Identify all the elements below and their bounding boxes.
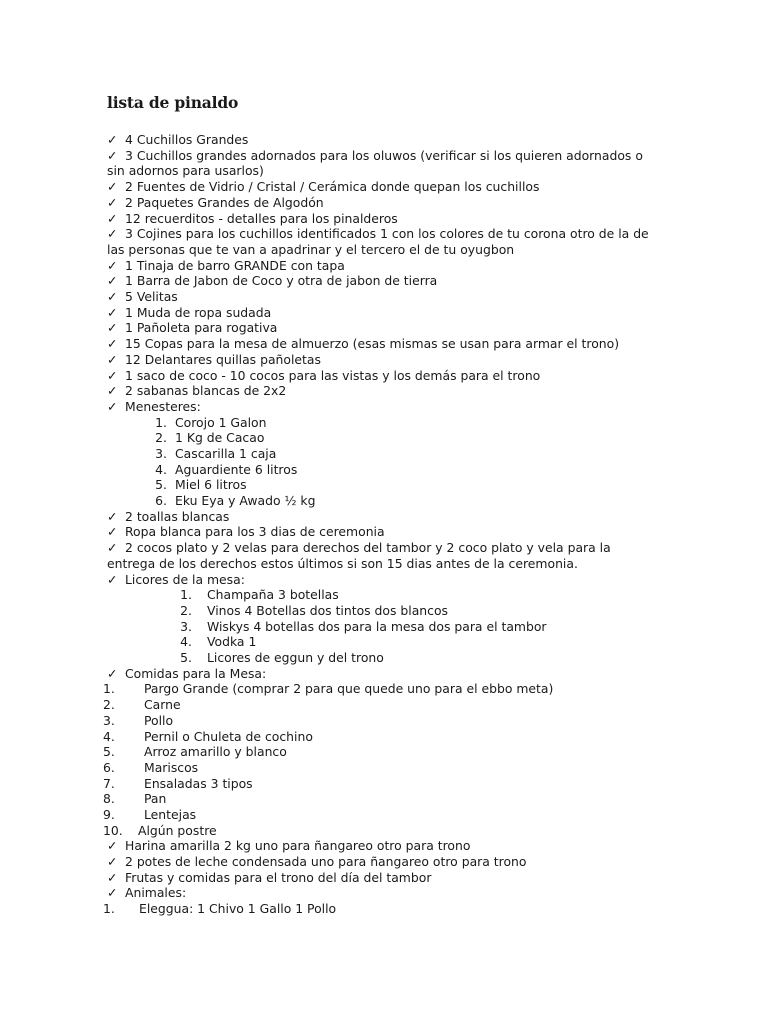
comidas-list bbox=[103, 681, 655, 838]
checkmark-icon: ✓ bbox=[107, 147, 118, 163]
licores-list bbox=[107, 587, 655, 665]
checkmark-icon: ✓ bbox=[107, 540, 118, 556]
checklist-item: ✓ 2 cocos plato y 2 velas para derechos del tambor y 2 coco plato y vela para la entrega de los derechos estos últimos si son 15 dias antes de la ceremonia. bbox=[107, 540, 611, 571]
checklist-item: ✓ 1 Barra de Jabon de Coco y otra de jabon de tierra bbox=[107, 273, 438, 289]
checkmark-icon: ✓ bbox=[107, 854, 118, 870]
page-title: lista de pinaldo bbox=[107, 93, 239, 112]
checklist-item-licores: ✓ Licores de la mesa: bbox=[107, 571, 245, 587]
list-item: 9. Lentejas bbox=[103, 806, 197, 822]
checklist-item: ✓ 2 sabanas blancas de 2x2 bbox=[107, 383, 287, 399]
checklist-item: ✓ 3 Cuchillos grandes adornados para los oluwos (verificar si los quieren adornados o sin adornos para usarlos) bbox=[107, 147, 643, 179]
checklist-item: ✓ 2 toallas blancas bbox=[107, 508, 230, 524]
checkmark-icon: ✓ bbox=[107, 257, 118, 273]
list-item: 6. Eku Eya y Awado ½ kg bbox=[155, 493, 316, 509]
checklist-item: ✓ 1 saco de coco - 10 cocos para las vistas y los demás para el trono bbox=[107, 367, 541, 383]
checkmark-icon: ✓ bbox=[107, 524, 118, 540]
checkmark-icon: ✓ bbox=[107, 179, 118, 195]
menesteres-list bbox=[107, 415, 655, 509]
checklist-item: ✓ 3 Cojines para los cuchillos identificados 1 con los colores de tu corona otro de la de las personas que te van a apadrinar y el tercero el de tu oyugbon bbox=[107, 226, 649, 257]
checklist-item-animales: ✓ Animales: bbox=[107, 885, 187, 901]
checkmark-icon: ✓ bbox=[107, 226, 118, 242]
checkmark-icon: ✓ bbox=[107, 665, 118, 681]
checklist-a bbox=[107, 132, 655, 415]
checkmark-icon: ✓ bbox=[107, 398, 118, 414]
checklist-item: ✓ Harina amarilla 2 kg uno para ñangareo otro para trono bbox=[107, 838, 471, 854]
checkmark-icon: ✓ bbox=[107, 383, 118, 399]
checkmark-icon: ✓ bbox=[107, 304, 118, 320]
list-item: 5. Licores de eggun y del trono bbox=[180, 650, 384, 666]
checklist-item: ✓ 2 Fuentes de Vidrio / Cristal / Cerámica donde quepan los cuchillos bbox=[107, 179, 540, 195]
list-item: 1. Champaña 3 botellas bbox=[180, 587, 339, 603]
checklist-d bbox=[107, 838, 655, 901]
document-body bbox=[103, 132, 655, 917]
list-item: 2. Vinos 4 Botellas dos tintos dos blancos bbox=[180, 602, 449, 618]
list-item: 2. Carne bbox=[103, 697, 181, 713]
checklist-item: ✓ 1 Tinaja de barro GRANDE con tapa bbox=[107, 257, 345, 273]
checkmark-icon: ✓ bbox=[107, 351, 118, 367]
checklist-c bbox=[107, 666, 655, 682]
checkmark-icon: ✓ bbox=[107, 289, 118, 305]
list-item: 5. Arroz amarillo y blanco bbox=[103, 744, 287, 760]
checklist-item: ✓ 2 potes de leche condensada uno para ñangareo otro para trono bbox=[107, 854, 527, 870]
list-item: 4. Pernil o Chuleta de cochino bbox=[103, 728, 313, 744]
list-item: 3. Wiskys 4 botellas dos para la mesa dos para el tambor bbox=[180, 618, 547, 634]
list-item: 4. Vodka 1 bbox=[180, 634, 257, 650]
checkmark-icon: ✓ bbox=[107, 320, 118, 336]
list-item: 1. Eleggua: 1 Chivo 1 Gallo 1 Pollo bbox=[103, 901, 337, 917]
checkmark-icon: ✓ bbox=[107, 367, 118, 383]
checkmark-icon: ✓ bbox=[107, 194, 118, 210]
list-item: 10. Algún postre bbox=[103, 822, 217, 838]
list-item: 3. Pollo bbox=[103, 712, 174, 728]
checklist-item-comidas: ✓ Comidas para la Mesa: bbox=[107, 665, 267, 681]
list-item: 5. Miel 6 litros bbox=[155, 477, 247, 493]
list-item: 1. Pargo Grande (comprar 2 para que quede uno para el ebbo meta) bbox=[103, 681, 554, 697]
checkmark-icon: ✓ bbox=[107, 869, 118, 885]
checkmark-icon: ✓ bbox=[107, 571, 118, 587]
checkmark-icon: ✓ bbox=[107, 838, 118, 854]
list-item: 8. Pan bbox=[103, 791, 167, 807]
checklist-item: ✓ 1 Pañoleta para rogativa bbox=[107, 320, 278, 336]
list-item: 1. Corojo 1 Galon bbox=[155, 414, 267, 430]
checklist-b bbox=[107, 509, 655, 588]
checkmark-icon: ✓ bbox=[107, 210, 118, 226]
checkmark-icon: ✓ bbox=[107, 336, 118, 352]
list-item: 7. Ensaladas 3 tipos bbox=[103, 775, 253, 791]
checkmark-icon: ✓ bbox=[107, 132, 118, 147]
list-item: 6. Mariscos bbox=[103, 759, 199, 775]
checklist-item: ✓ 15 Copas para la mesa de almuerzo (esas mismas se usan para armar el trono) bbox=[107, 336, 620, 352]
animales-list bbox=[103, 901, 655, 917]
checkmark-icon: ✓ bbox=[107, 885, 118, 901]
checklist-item: ✓ 4 Cuchillos Grandes bbox=[107, 132, 249, 147]
checklist-item: ✓ 12 Delantares quillas pañoletas bbox=[107, 351, 321, 367]
checklist-item-menesteres: ✓ Menesteres: bbox=[107, 398, 201, 414]
checklist-item: ✓ 1 Muda de ropa sudada bbox=[107, 304, 272, 320]
checkmark-icon: ✓ bbox=[107, 508, 118, 524]
checkmark-icon: ✓ bbox=[107, 273, 118, 289]
checklist-item: ✓ Frutas y comidas para el trono del día del tambor bbox=[107, 869, 432, 885]
list-item: 3. Cascarilla 1 caja bbox=[155, 446, 277, 462]
checklist-item: ✓ 2 Paquetes Grandes de Algodón bbox=[107, 194, 324, 210]
list-item: 2. 1 Kg de Cacao bbox=[155, 430, 265, 446]
checklist-item: ✓ 5 Velitas bbox=[107, 289, 178, 305]
checklist-item: ✓ Ropa blanca para los 3 dias de ceremonia bbox=[107, 524, 385, 540]
list-item: 4. Aguardiente 6 litros bbox=[155, 461, 298, 477]
checklist-item: ✓ 12 recuerditos - detalles para los pinalderos bbox=[107, 210, 398, 226]
